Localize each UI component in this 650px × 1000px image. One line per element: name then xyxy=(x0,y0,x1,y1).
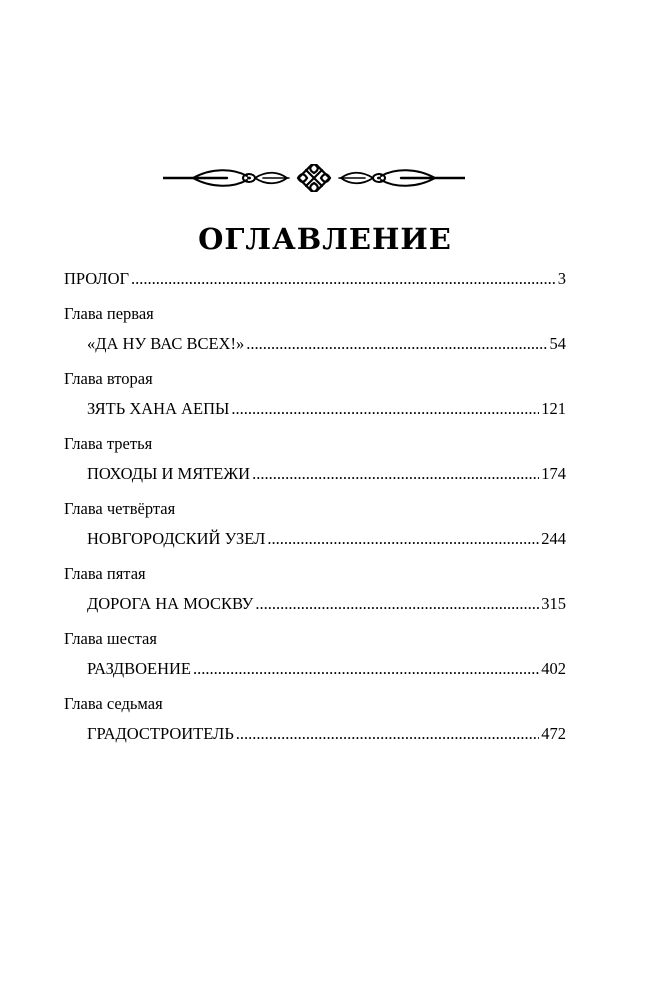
toc-chapter-3 xyxy=(64,433,566,485)
toc-chapter-1 xyxy=(64,303,566,355)
toc-page-number: 472 xyxy=(541,724,566,743)
toc-page-number: 244 xyxy=(541,529,566,548)
toc-chapter-6 xyxy=(64,628,566,680)
chapter-label: Глава первая xyxy=(64,304,154,323)
chapter-label: Глава шестая xyxy=(64,629,157,648)
chapter-label: Глава пятая xyxy=(64,564,146,583)
toc-leader-dots xyxy=(252,463,539,485)
toc-chapter-2 xyxy=(64,368,566,420)
toc-page-number: 315 xyxy=(541,594,566,613)
toc-entry[interactable] xyxy=(64,398,566,420)
chapter-label: Глава вторая xyxy=(64,369,153,388)
toc-entry[interactable] xyxy=(64,593,566,615)
toc-chapter-4 xyxy=(64,498,566,550)
toc-leader-dots xyxy=(131,268,556,290)
toc-entry[interactable] xyxy=(64,723,566,745)
toc-leader-dots xyxy=(246,333,547,355)
chapter-label: Глава четвёртая xyxy=(64,499,176,518)
toc-page-number: 174 xyxy=(541,464,566,483)
knot-ornament-icon xyxy=(163,164,465,192)
toc-leader-dots xyxy=(267,528,539,550)
toc-leader-dots xyxy=(236,723,539,745)
toc-entry-title: ПРОЛОГ xyxy=(64,269,130,288)
toc-entry[interactable] xyxy=(64,528,566,550)
chapter-label: Глава седьмая xyxy=(64,694,163,713)
toc-entry-title: ЗЯТЬ ХАНА АЕПЫ xyxy=(87,399,230,418)
toc-entry[interactable] xyxy=(64,333,566,355)
toc-entry-title: ГРАДОСТРОИТЕЛЬ xyxy=(87,724,234,743)
toc-entry[interactable] xyxy=(64,658,566,680)
toc-entry-title: НОВГОРОДСКИЙ УЗЕЛ xyxy=(87,529,266,548)
toc-leader-dots xyxy=(193,658,539,680)
toc-page-number: 3 xyxy=(557,269,566,288)
toc-entry[interactable] xyxy=(64,463,566,485)
toc-page-number: 402 xyxy=(541,659,566,678)
page-title: ОГЛАВЛЕНИЕ xyxy=(198,222,452,256)
toc-leader-dots xyxy=(231,398,539,420)
toc-page-number: 121 xyxy=(541,399,566,418)
toc-entry-title: «ДА НУ ВАС ВСЕХ!» xyxy=(87,334,245,353)
toc-entry-title: ПОХОДЫ И МЯТЕЖИ xyxy=(87,464,251,483)
table-of-contents xyxy=(64,268,566,758)
toc-entry-prolog[interactable] xyxy=(64,268,566,290)
toc-leader-dots xyxy=(255,593,539,615)
toc-entry-title: РАЗДВОЕНИЕ xyxy=(87,659,191,678)
toc-chapter-5 xyxy=(64,563,566,615)
toc-chapter-7 xyxy=(64,693,566,745)
toc-entry-title: ДОРОГА НА МОСКВУ xyxy=(87,594,254,613)
toc-page-number: 54 xyxy=(549,334,566,353)
chapter-label: Глава третья xyxy=(64,434,153,453)
